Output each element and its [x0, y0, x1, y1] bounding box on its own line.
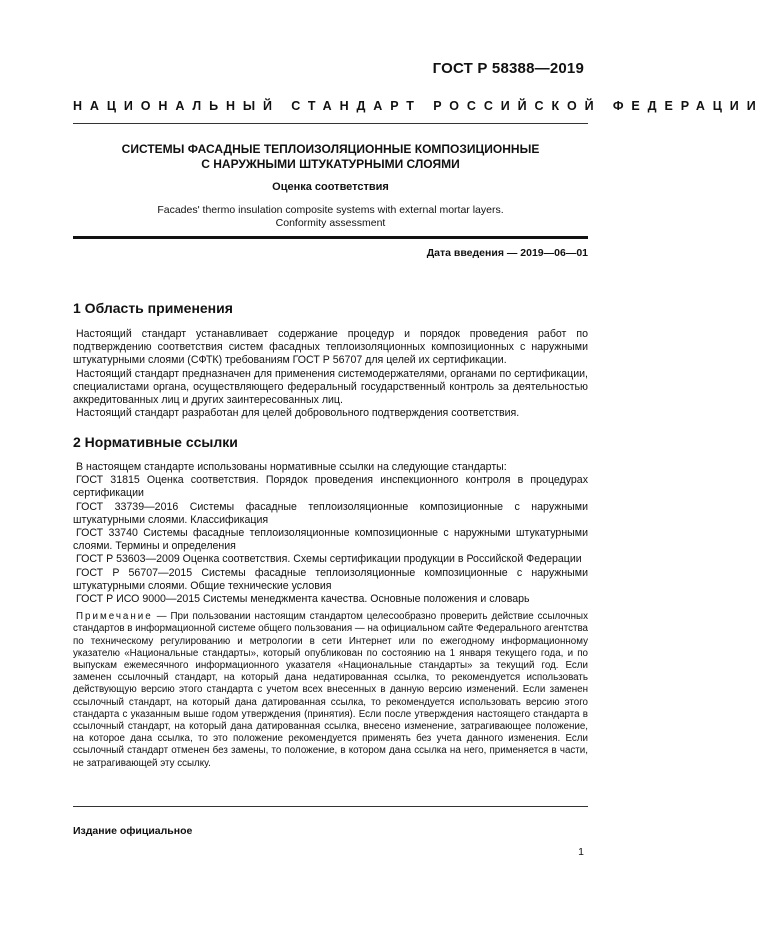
scope-paragraph-2: Настоящий стандарт предназначен для применения системодержателями, органами по сертификации, специалистами органа, осуществляющего федеральный государственный контроль за деятельностью аккредитованных лиц и других заинтересованных лиц. — [73, 367, 588, 407]
english-title — [73, 204, 588, 230]
note-label: Примечание — [76, 611, 153, 623]
references-intro: В настоящем стандарте использованы нормативные ссылки на следующие стандарты: — [76, 461, 507, 473]
national-standard-heading: НАЦИОНАЛЬНЫЙ СТАНДАРТ РОССИЙСКОЙ ФЕДЕРАЦИИ — [73, 99, 764, 113]
introduction-date: Дата введения — 2019—06—01 — [426, 247, 588, 259]
reference-item: ГОСТ Р 53603—2009 Оценка соответствия. Схемы сертификации продукции в Российской Федерации — [76, 553, 582, 566]
reference-item: ГОСТ 33739—2016 Системы фасадные теплоизоляционные композиционные с наружными штукатурными слоями. Классификация — [73, 500, 588, 526]
note-text: — При пользовании настоящим стандартом целесообразно проверить действие ссылочных стандартов в информационной системе общего пользования — на официальном сайте Федерального агентства по техническому регулированию и метрологии в сети Интернет или по ежегодному информационному указателю «Национальные стандарты», который опубликован по состоянию на 1 января текущего года, и по выпускам ежемесячного информационного указателя «Национальные стандарты» за текущий год. Если заменен ссылочный стандарт, на который дана недатированная ссылка, то рекомендуется использовать действующую версию этого стандарта с учетом всех внесенных в данную версию изменений. Если заменен ссылочный стандарт, на который дана датированная ссылка, то рекомендуется использовать версию этого стандарта с указанным выше годом утверждения (принятия). Если после утверждения настоящего стандарта в ссылочный стандарт, на который дана датированная ссылка, внесено изменение, затрагивающее положение, на которое дана ссылка, то это положение рекомендуется применять без учета данного изменения. Если ссылочный стандарт отменен без замены, то положение, в котором дана ссылка на него, применяется в части, не затрагивающей эту ссылку. — [73, 611, 588, 769]
section-1-title: 1 Область применения — [73, 300, 233, 316]
references-note — [73, 611, 588, 770]
thick-divider — [73, 236, 588, 239]
title-line-1: СИСТЕМЫ ФАСАДНЫЕ ТЕПЛОИЗОЛЯЦИОННЫЕ КОМПОЗИЦИОННЫЕ — [121, 142, 540, 156]
english-title-line-1: Facades' thermo insulation composite systems with external mortar layers. — [157, 204, 504, 216]
reference-item: ГОСТ Р ИСО 9000—2015 Системы менеджмента качества. Основные положения и словарь — [76, 593, 530, 606]
scope-paragraph-3: Настоящий стандарт разработан для целей добровольного подтверждения соответствия. — [76, 407, 520, 420]
document-title — [73, 142, 588, 172]
scope-paragraph-1: Настоящий стандарт устанавливает содержание процедур и порядок проведения работ по подтверждению соответствия систем фасадных теплоизоляционных композиционных с наружными штукатурными слоями (СФТК) требованиям ГОСТ Р 56707 для целей их сертификации. — [73, 328, 588, 367]
bottom-divider — [73, 806, 588, 807]
title-line-2: С НАРУЖНЫМИ ШТУКАТУРНЫМИ СЛОЯМИ — [201, 157, 460, 171]
document-subtitle: Оценка соответствия — [272, 181, 389, 193]
official-edition-label: Издание официальное — [73, 825, 193, 837]
reference-item: ГОСТ Р 56707—2015 Системы фасадные теплоизоляционные композиционные с наружными штукатурными слоями. Общие технические условия — [73, 566, 588, 592]
section-2-title: 2 Нормативные ссылки — [73, 434, 238, 450]
reference-item: ГОСТ 31815 Оценка соответствия. Порядок проведения инспекционного контроля в процедурах сертификации — [73, 474, 588, 500]
english-title-line-2: Conformity assessment — [275, 217, 386, 229]
reference-item: ГОСТ 33740 Системы фасадные теплоизоляционные композиционные с наружными штукатурными слоями. Термины и определения — [73, 527, 588, 553]
top-divider — [73, 123, 588, 124]
page-number: 1 — [578, 846, 584, 858]
document-code: ГОСТ Р 58388—2019 — [432, 60, 584, 77]
section-scope — [73, 300, 588, 420]
section-normative-references — [73, 434, 588, 770]
